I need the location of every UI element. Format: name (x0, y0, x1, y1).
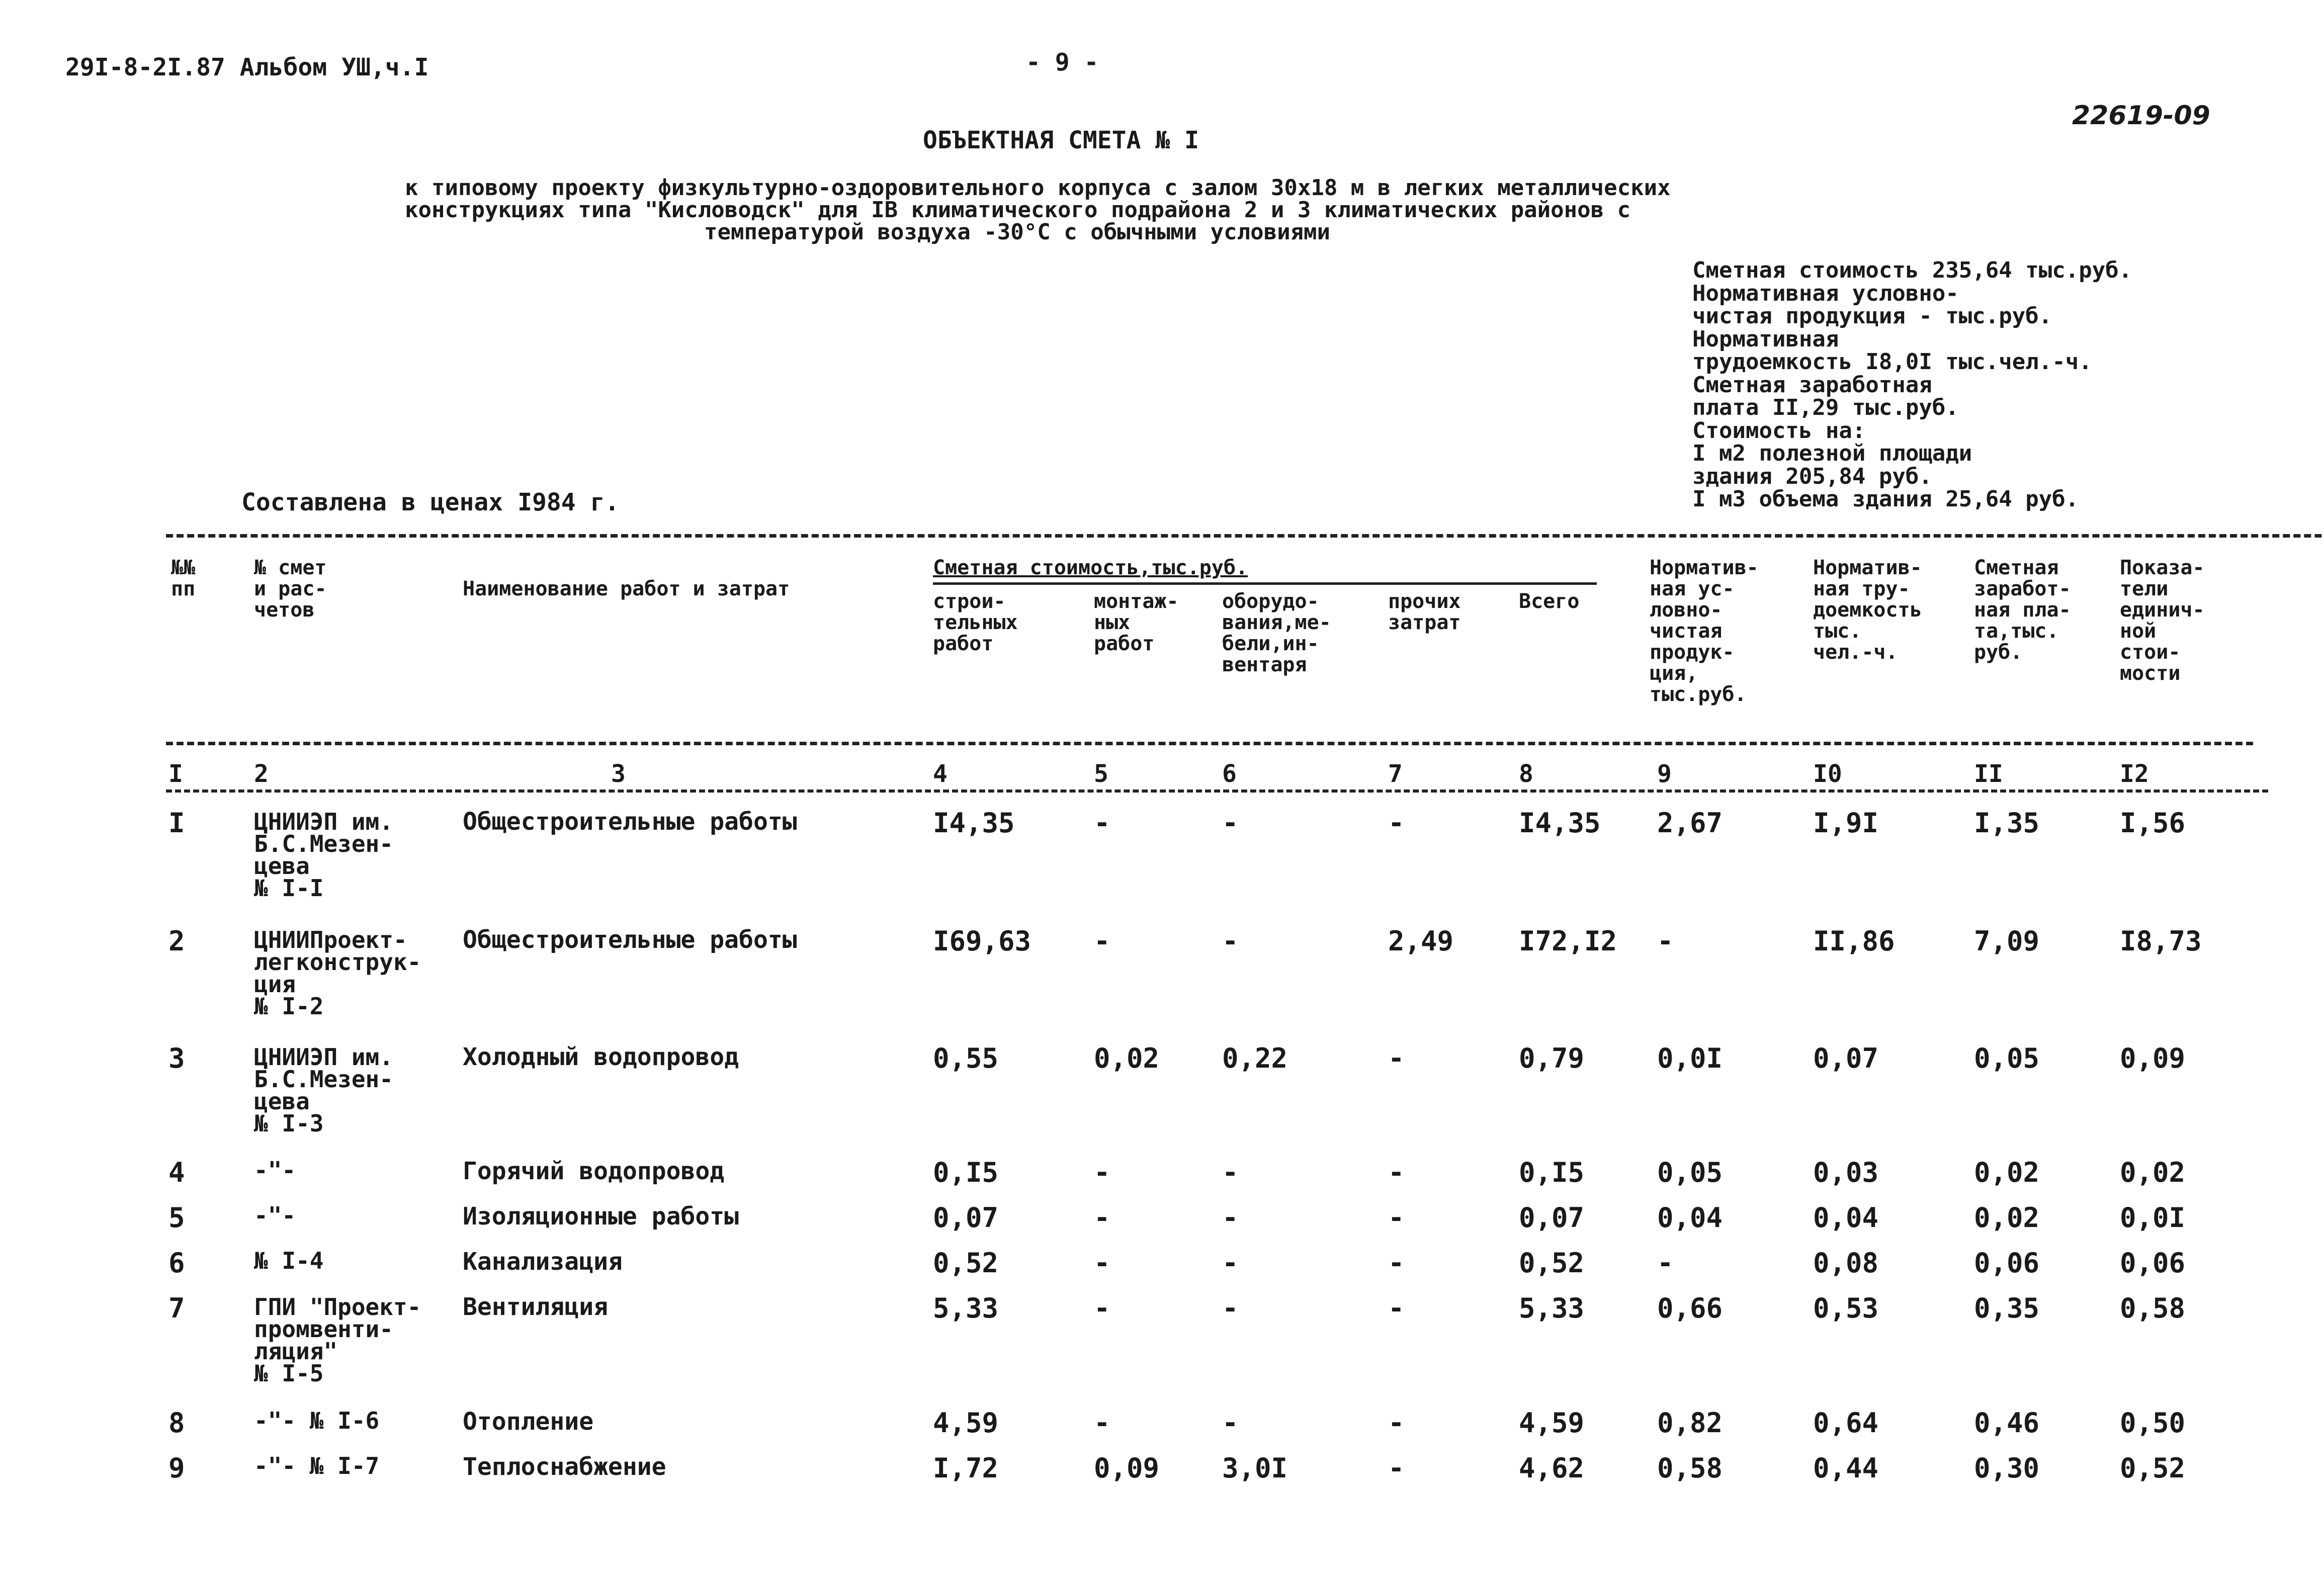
row-name: Канализация (463, 1248, 623, 1276)
summary-row: I м3 объема здания 25,64 руб. (1692, 486, 2079, 512)
row-number: 2 (168, 925, 185, 957)
cell-equipment: - (1222, 807, 1239, 839)
cell-installation: - (1094, 1247, 1110, 1279)
cell-wages: 0,02 (1974, 1202, 2040, 1234)
cell-labor: 0,07 (1813, 1042, 1879, 1074)
row-calc-ref: ГПИ "Проект- промвенти- ляция" № I-5 (254, 1293, 421, 1387)
column-number: 8 (1519, 760, 1533, 788)
cell-equipment: - (1222, 1247, 1239, 1279)
cell-total: 4,59 (1519, 1407, 1585, 1439)
summary-row: трудоемкость I8,0I тыс.чел.-ч. (1692, 349, 2092, 375)
document-title: ОБЪЕКТНАЯ СМЕТА № I (923, 126, 1199, 154)
row-name: Общестроительные работы (463, 808, 797, 836)
cell-unit-cost: 0,50 (2120, 1407, 2186, 1439)
cell-equipment: - (1222, 1292, 1239, 1324)
col-header-total: Всего (1519, 590, 1580, 613)
cell-equipment: 3,0I (1222, 1452, 1288, 1484)
cell-installation: - (1094, 1157, 1110, 1188)
row-number: 7 (168, 1292, 185, 1324)
cell-unit-cost: I8,73 (2120, 925, 2202, 957)
cell-unit-cost: 0,06 (2120, 1247, 2186, 1279)
cell-wages: I,35 (1974, 807, 2040, 839)
cell-construction: I,72 (933, 1452, 999, 1484)
column-number: 6 (1222, 760, 1237, 788)
column-number: 3 (611, 760, 626, 788)
cell-unit-cost: I,56 (2120, 807, 2186, 839)
col-header-wages: Сметная заработ- ная пла- та,тыс. руб. (1974, 556, 2071, 664)
cell-total: 5,33 (1519, 1292, 1585, 1324)
cell-equipment: - (1222, 925, 1239, 957)
cell-net-output: 0,0I (1657, 1042, 1723, 1074)
cell-total: 0,79 (1519, 1042, 1585, 1074)
column-number: 9 (1657, 760, 1672, 788)
cell-labor: 0,53 (1813, 1292, 1879, 1324)
summary-row: плата II,29 тыс.руб. (1692, 395, 1959, 420)
cell-construction: 0,07 (933, 1202, 999, 1234)
summary-row: Сметная заработная (1692, 372, 1932, 398)
cell-wages: 7,09 (1974, 925, 2040, 957)
row-number: 9 (168, 1452, 185, 1484)
cell-labor: 0,08 (1813, 1247, 1879, 1279)
cell-other: - (1388, 807, 1405, 839)
document-reference: 29I-8-2I.87 Альбом УШ,ч.I (65, 53, 429, 81)
row-name: Изоляционные работы (463, 1202, 739, 1231)
row-calc-ref: ЦНИИЭП им. Б.С.Мезен- цева № I-3 (254, 1043, 393, 1137)
cell-construction: 0,55 (933, 1042, 999, 1074)
col-header-unit-cost: Показа- тели единич- ной стои- мости (2120, 556, 2205, 685)
col-header-equipment: оборудо- вания,ме- бели,ин- вентаря (1222, 590, 1331, 676)
cell-construction: 4,59 (933, 1407, 999, 1439)
summary-row: I м2 полезной площади (1692, 441, 1972, 466)
cell-other: 2,49 (1388, 925, 1454, 957)
col-header-net-output: Норматив- ная ус- ловно- чистая продук- ция, тыс.руб. (1650, 556, 1759, 706)
cell-labor: 0,64 (1813, 1407, 1879, 1439)
col-header-construction: строи- тельных работ (933, 590, 1018, 655)
cell-installation: 0,09 (1094, 1452, 1160, 1484)
row-number: I (168, 807, 185, 839)
column-number: I2 (2120, 760, 2149, 788)
col-header-num: №№ пп (171, 556, 196, 600)
row-calc-ref: № I-4 (254, 1247, 324, 1274)
cell-installation: - (1094, 807, 1110, 839)
cell-equipment: - (1222, 1407, 1239, 1439)
col-header-other: прочих затрат (1388, 590, 1461, 634)
cell-net-output: 0,05 (1657, 1157, 1723, 1188)
cell-installation: - (1094, 1202, 1110, 1234)
cell-net-output: - (1657, 925, 1674, 957)
col-header-calc: № смет и рас- четов (254, 556, 327, 622)
cell-construction: 5,33 (933, 1292, 999, 1324)
cell-total: I4,35 (1519, 807, 1601, 839)
cell-installation: 0,02 (1094, 1042, 1160, 1074)
cell-other: - (1388, 1452, 1405, 1484)
cell-installation: - (1094, 925, 1110, 957)
cell-labor: 0,44 (1813, 1452, 1879, 1484)
cell-other: - (1388, 1247, 1405, 1279)
row-number: 6 (168, 1247, 185, 1279)
cell-construction: I69,63 (933, 925, 1031, 957)
header-bottom-rule (166, 742, 2253, 745)
row-calc-ref: -"- (254, 1157, 296, 1184)
cell-unit-cost: 0,09 (2120, 1042, 2186, 1074)
cell-total: 0,52 (1519, 1247, 1585, 1279)
cell-wages: 0,06 (1974, 1247, 2040, 1279)
row-name: Общестроительные работы (463, 926, 797, 954)
cell-other: - (1388, 1042, 1405, 1074)
prices-note: Составлена в ценах I984 г. (241, 488, 620, 516)
subtitle-line-1: к типовому проекту физкультурно-оздоровительного корпуса с залом 30х18 м в легких металлических (405, 175, 1671, 201)
header-top-rule (166, 534, 2324, 538)
cell-other: - (1388, 1157, 1405, 1188)
cell-installation: - (1094, 1407, 1110, 1439)
col-header-installation: монтаж- ных работ (1094, 590, 1179, 655)
cell-net-output: 0,82 (1657, 1407, 1723, 1439)
cell-net-output: - (1657, 1247, 1674, 1279)
cell-total: 4,62 (1519, 1452, 1585, 1484)
row-number: 5 (168, 1202, 185, 1234)
row-name: Вентиляция (463, 1293, 608, 1321)
cell-construction: 0,I5 (933, 1157, 999, 1188)
cell-wages: 0,46 (1974, 1407, 2040, 1439)
row-number: 3 (168, 1042, 185, 1074)
row-calc-ref: ЦНИИПроект- легконструк- ция № I-2 (254, 926, 421, 1020)
cell-wages: 0,02 (1974, 1157, 2040, 1188)
row-calc-ref: -"- (254, 1202, 296, 1229)
cell-equipment: - (1222, 1157, 1239, 1188)
summary-row: Нормативная (1692, 326, 1839, 352)
row-name: Холодный водопровод (463, 1043, 739, 1071)
row-number: 4 (168, 1157, 185, 1188)
column-number: 5 (1094, 760, 1108, 788)
row-name: Теплоснабжение (463, 1453, 666, 1481)
column-number: I (168, 760, 183, 788)
subtitle-line-2: конструкциях типа "Кисловодск" для IB климатического подрайона 2 и 3 климатических районов с (405, 197, 1631, 223)
row-calc-ref: -"- № I-6 (254, 1407, 380, 1434)
cell-wages: 0,05 (1974, 1042, 2040, 1074)
page-number: - 9 - (1026, 48, 1099, 76)
cost-group-rule (933, 582, 1597, 585)
cell-installation: - (1094, 1292, 1110, 1324)
cell-unit-cost: 0,58 (2120, 1292, 2186, 1324)
handwritten-stamp: 22619-09 (2072, 101, 2210, 131)
cell-net-output: 0,04 (1657, 1202, 1723, 1234)
column-number: II (1974, 760, 2003, 788)
cell-net-output: 0,58 (1657, 1452, 1723, 1484)
cell-other: - (1388, 1202, 1405, 1234)
cell-net-output: 2,67 (1657, 807, 1723, 839)
summary-row: Стоимость на: (1692, 417, 1866, 444)
column-number: 4 (933, 760, 948, 788)
cell-total: I72,I2 (1519, 925, 1617, 957)
cell-unit-cost: 0,52 (2120, 1452, 2186, 1484)
summary-block (1692, 259, 2132, 511)
summary-row: Сметная стоимость 235,64 тыс.руб. (1692, 257, 2132, 283)
summary-row: чистая продукция - тыс.руб. (1692, 303, 2052, 329)
col-header-name: Наименование работ и затрат (463, 577, 790, 600)
cell-unit-cost: 0,02 (2120, 1157, 2186, 1188)
row-name: Горячий водопровод (463, 1157, 725, 1185)
column-number: 2 (254, 760, 269, 788)
cell-wages: 0,30 (1974, 1452, 2040, 1484)
row-number: 8 (168, 1407, 185, 1439)
summary-row: здания 205,84 руб. (1692, 463, 1932, 489)
cell-equipment: - (1222, 1202, 1239, 1234)
cell-equipment: 0,22 (1222, 1042, 1288, 1074)
col-header-labor: Норматив- ная тру- доемкость тыс. чел.-ч. (1813, 556, 1922, 664)
cell-total: 0,I5 (1519, 1157, 1585, 1188)
row-calc-ref: -"- № I-7 (254, 1452, 380, 1479)
cell-unit-cost: 0,0I (2120, 1202, 2186, 1234)
cell-wages: 0,35 (1974, 1292, 2040, 1324)
cell-labor: I,9I (1813, 807, 1879, 839)
summary-row: Нормативная условно- (1692, 280, 1959, 306)
col-header-cost-group: Сметная стоимость,тыс.руб. (933, 556, 1248, 579)
cell-construction: I4,35 (933, 807, 1015, 839)
column-number: 7 (1388, 760, 1403, 788)
cell-labor: 0,03 (1813, 1157, 1879, 1188)
column-numbers-rule (166, 790, 2268, 793)
cell-construction: 0,52 (933, 1247, 999, 1279)
cell-other: - (1388, 1407, 1405, 1439)
column-number: I0 (1813, 760, 1842, 788)
row-name: Отопление (463, 1408, 594, 1436)
subtitle-line-3: температурой воздуха -30°С с обычными условиями (704, 219, 1331, 245)
cell-net-output: 0,66 (1657, 1292, 1723, 1324)
cell-other: - (1388, 1292, 1405, 1324)
cell-labor: II,86 (1813, 925, 1895, 957)
row-calc-ref: ЦНИИЭП им. Б.С.Мезен- цева № I-I (254, 808, 393, 902)
cell-total: 0,07 (1519, 1202, 1585, 1234)
cell-labor: 0,04 (1813, 1202, 1879, 1234)
